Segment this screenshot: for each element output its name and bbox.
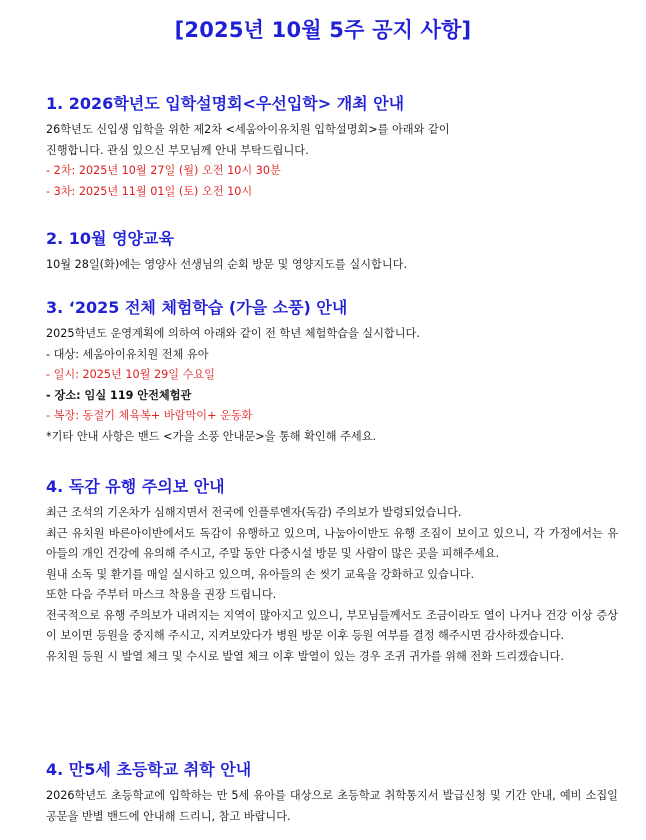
section-heading: 1. 2026학년도 입학설명회<우선입학> 개최 안내 <box>46 94 405 113</box>
note-line: *기타 안내 사항은 밴드 <가을 소풍 안내문>을 통해 확인해 주세요. <box>46 429 377 443</box>
section-heading: 4. 만5세 초등학교 취학 안내 <box>46 760 252 779</box>
body-line: 10월 28일(화)에는 영양사 선생님의 순회 방문 및 영양지도를 실시합니다. <box>46 258 407 271</box>
place-line: - 장소: 임실 119 안전체험관 <box>46 388 192 402</box>
target-line: - 대상: 세움아이유치원 전체 유아 <box>46 347 209 361</box>
body-line: 최근 조석의 기온차가 심해지면서 전국에 인플루엔자(독감) 주의보가 발령되었습니다. <box>46 506 462 519</box>
section-heading: 3. ‘2025 전체 체험학습 (가을 소풍) 안내 <box>46 298 348 317</box>
body-line: 26학년도 신입생 입학을 위한 제2차 <세움아이유치원 입학설명회>를 아래와 같이 <box>46 123 450 136</box>
body-line: 원내 소독 및 환기를 매일 실시하고 있으며, 유아들의 손 씻기 교육을 강화하고 있습니다. <box>46 567 475 581</box>
schedule-line: - 2차: 2025년 10월 27일 (월) 오전 10시 30분 <box>46 164 281 177</box>
dress-code-line: - 복장: 동절기 체육복+ 바람막이+ 운동화 <box>46 409 253 422</box>
date-line: - 일시: 2025년 10월 29일 수요일 <box>46 368 215 381</box>
body-line: 진행합니다. 관심 있으신 부모님께 안내 부탁드립니다. <box>46 143 309 157</box>
body-line: 또한 다음 주부터 마스크 착용을 권장 드립니다. <box>46 588 277 601</box>
section-heading: 4. 독감 유행 주의보 안내 <box>46 477 225 496</box>
section-heading: 2. 10월 영양교육 <box>46 229 174 248</box>
section-school-enrollment <box>46 760 618 827</box>
body-line: 2025학년도 운영계획에 의하여 아래와 같이 전 학년 체험학습을 실시합니다. <box>46 327 420 340</box>
page-title: [2025년 10월 5주 공지 사항] <box>174 18 472 42</box>
section-field-trip <box>46 298 618 447</box>
section-admission-briefing <box>46 94 618 202</box>
section-flu-advisory <box>46 477 618 667</box>
body-paragraph: 유치원 등원 시 발열 체크 및 수시로 발열 체크 이후 발열이 있는 경우 조귀 귀가를 위해 전화 드리겠습니다. <box>46 649 564 663</box>
body-paragraph: 최근 유치원 바른아이반에서도 독감이 유행하고 있으며, 나눔아이반도 유행 조짐이 보이고 있으니, 각 가정에서는 유아들의 개인 건강에 유의해 주시고, 주말 동안 다중시설 방문 및 사람이 많은 곳을 피해주세요. <box>46 526 618 560</box>
schedule-line: - 3차: 2025년 11월 01일 (토) 오전 10시 <box>46 184 253 198</box>
body-paragraph: 전국적으로 유행 주의보가 내려지는 지역이 많아지고 있으니, 부모님들께서도 조금이라도 열이 나거나 건강 이상 증상이 보이면 등원을 중지해 주시고, 지켜보았다가 병원 방문 이후 등원 여부를 결정 해주시면 감사하겠습니다. <box>46 608 618 642</box>
section-nutrition-education <box>46 229 618 276</box>
body-paragraph: 2026학년도 초등학교에 입학하는 만 5세 유아를 대상으로 초등학교 취학통지서 발급신청 및 기간 안내, 예비 소집일 공문을 반별 밴드에 안내해 드리니, 참고 바랍니다. <box>46 789 618 823</box>
